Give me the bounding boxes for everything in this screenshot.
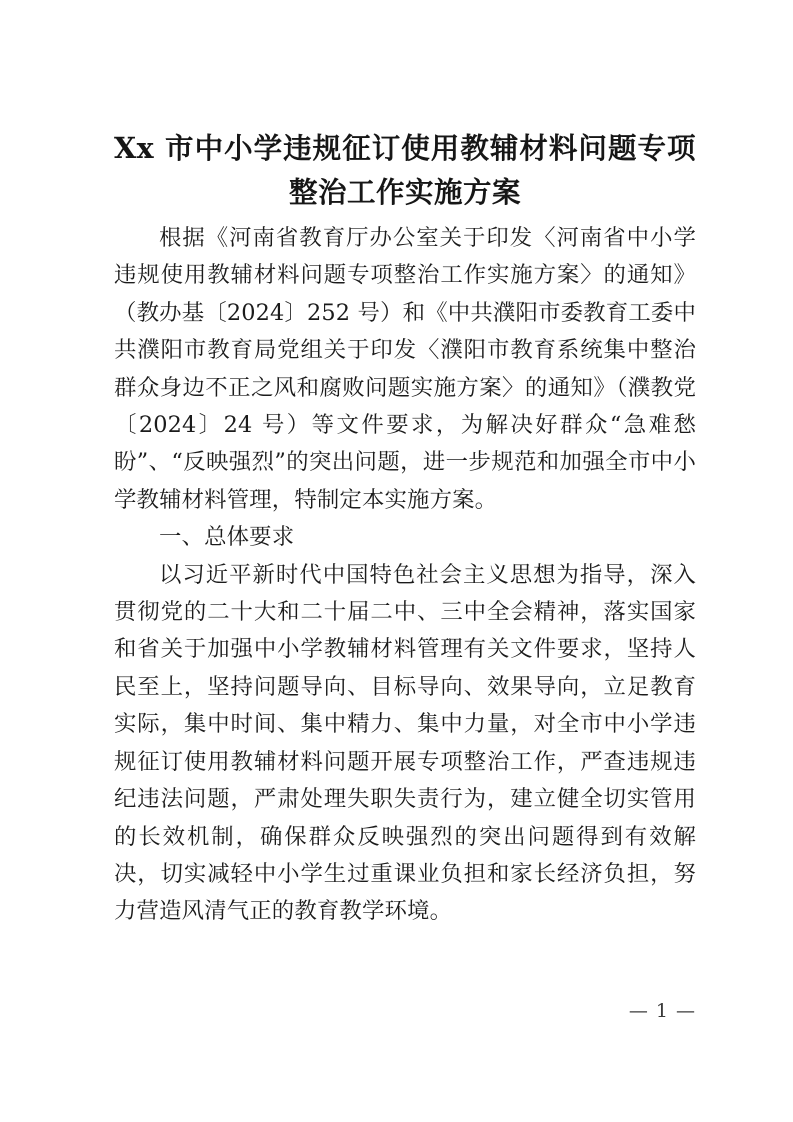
section-paragraph-overall-requirements: 以习近平新时代中国特色社会主义思想为指导，深入贯彻党的二十大和二十届二中、三中全会精神，落实国家和省关于加强中小学教辅材料管理有关文件要求，坚持人民至上，坚持问题导向、目标导向、效果导向，立足教育实际，集中时间、集中精力、集中力量，对全市中小学违规征订使用教辅材料问题开展专项整治工作，严查违规违纪违法问题，严肃处理失职失责行为，建立健全切实管用的长效机制，确保群众反映强烈的突出问题得到有效解决，切实减轻中小学生过重课业负担和家长经济负担，努力营造风清气正的教育教学环境。	[114, 561, 696, 925]
document-body	[114, 126, 696, 931]
section-heading-overall-requirements: 一、总体要求	[159, 524, 295, 551]
page-title-line-1: Xx 市中小学违规征订使用教辅材料问题专项	[114, 131, 696, 165]
page-title	[114, 126, 696, 214]
intro-paragraph: 根据《河南省教育厅办公室关于印发〈河南省中小学违规使用教辅材料问题专项整治工作实施方案〉的通知》（教办基〔2024〕252 号）和《中共濮阳市委教育工委中共濮阳市教育局党组关于印发〈濮阳市教育系统集中整治群众身边不正之风和腐败问题实施方案〉的通知》（濮教党〔2024〕24 号）等文件要求，为解决好群众“急难愁盼”、“反映强烈”的突出问题，进一步规范和加强全市中小学教辅材料管理，特制定本实施方案。	[114, 225, 696, 513]
page-title-line-2: 整治工作实施方案	[288, 175, 521, 209]
page-number-footer: — 1 —	[628, 1000, 696, 1022]
